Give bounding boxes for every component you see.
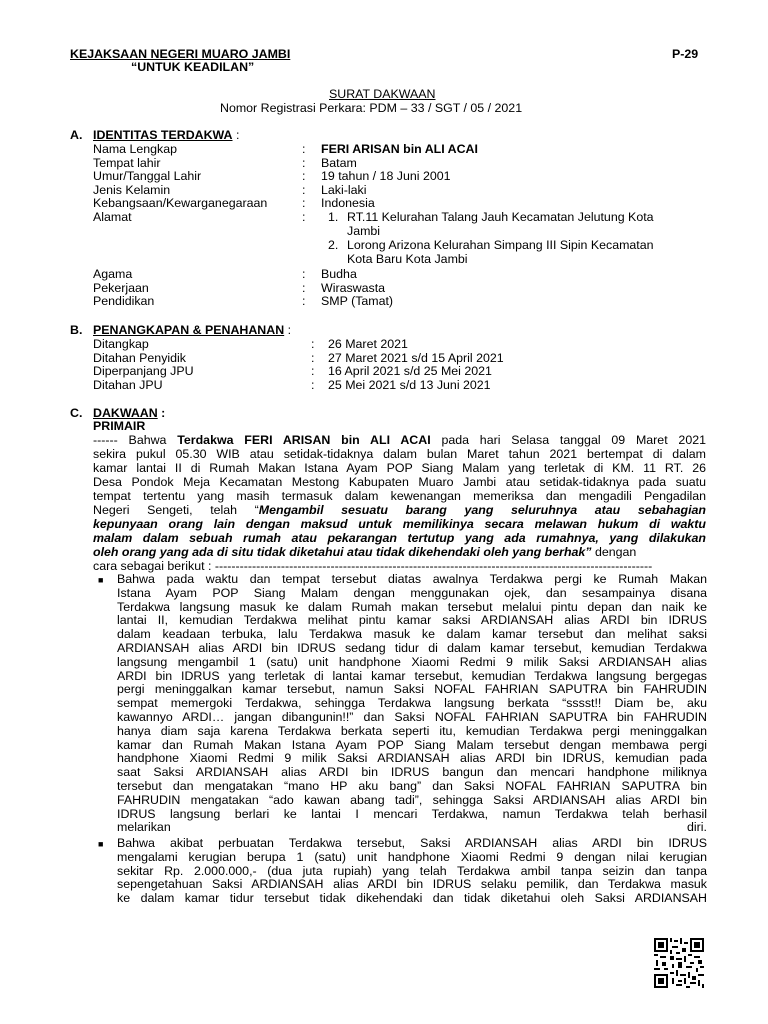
office-motto: “UNTUK KEADILAN” [131, 60, 255, 74]
intro-line-5: tempat tertentu yang masih termasuk dalam kewenangan memeriksa dan mengadili Pengadilan [93, 489, 706, 503]
field-label: Pendidikan [93, 294, 155, 309]
field-value: FERI ARISAN bin ALI ACAI [321, 142, 478, 156]
field-label: Alamat [93, 210, 132, 224]
field-colon: : [311, 364, 315, 379]
address-number: 1. [328, 210, 339, 224]
fact-line: ke dalam kamar tidur tersebut tidak dikehendaki dan tidak diketahui oleh Saksi ARDIANSAH [117, 891, 707, 906]
fact-line: FAHRUDIN mengatakan “ado kawan abang tadi”, sehingga Saksi ARDIANSAH alias ARDI bin [117, 792, 707, 807]
fact-line: handphone Xiaomi Redmi 9 milik Saksi ARDIANSAH alias ARDI bin IDRUS, kemudian pada [117, 751, 707, 766]
section-b-letter: B. [70, 323, 83, 337]
field-value: Batam [321, 155, 357, 170]
field-colon: : [302, 155, 306, 170]
field-colon: : [302, 182, 306, 197]
field-label: Umur/Tanggal Lahir [93, 169, 202, 184]
address-number: 2. [328, 238, 339, 252]
fact-line: sempat memergoki Terdakwa, sehingga Terdakwa langsung berkata “sssst!! Diam be, aku [117, 696, 707, 711]
field-value: 27 Maret 2021 s/d 15 April 2021 [328, 350, 504, 365]
field-value: Budha [321, 267, 357, 281]
field-label: Pekerjaan [93, 280, 149, 295]
address-line: Lorong Arizona Kelurahan Simpang III Sipin Kecamatan [347, 238, 654, 252]
field-colon: : [302, 210, 306, 224]
intro-line-1 [93, 434, 706, 448]
field-label: Agama [93, 267, 133, 281]
field-colon: : [302, 267, 306, 281]
fact-line: Bahwa pada waktu dan tempat tersebut diatas awalnya Terdakwa pergi ke Rumah Makan [117, 572, 707, 586]
intro-date: pada hari Selasa tanggal 09 Maret 2021 [441, 433, 706, 447]
intro-line-4: Desa Pondok Meja Kecamatan Mestong Kabupaten Muaro Jambi atau setidak-tidaknya pada suatu [93, 475, 706, 489]
intro-line-10: cara sebagai berikut : ---------------------------------------------------------------------------------------------------------- [93, 560, 653, 573]
fact-line: sepengetahuan Saksi ARDIANSAH alias ARDI bin IDRUS selaku pemilik, dan Terdakwa masuk [117, 877, 707, 892]
section-a-letter: A. [70, 128, 83, 142]
intro-line-8: malam dalam sebuah rumah atau pekarangan tertutup yang ada rumahnya, yang dilakukan [93, 531, 706, 545]
address-line: Kota Baru Kota Jambi [347, 251, 468, 266]
primair-heading: PRIMAIR [93, 419, 146, 433]
field-value: 26 Maret 2021 [328, 337, 408, 351]
field-colon: : [302, 280, 306, 295]
fact-line: tersebut dan mengatakan “mano HP aku bang” dan Saksi NOFAL FAHRIAN SAPUTRA bin [117, 779, 707, 793]
fact-line: Terdakwa langsung masuk ke dalam Rumah makan tersebut melalui pintu depan dan naik ke [117, 599, 707, 614]
fact-line: dalam keadaan terbuka, lalu Terdakwa masuk ke dalam kamar tersebut dan melihat saksi [117, 627, 707, 642]
field-label: Kebangsaan/Kewarganegaraan [93, 196, 268, 211]
field-value: Laki-laki [321, 182, 367, 197]
identity-row [93, 170, 713, 184]
qr-code-icon [654, 938, 704, 988]
field-label: Nama Lengkap [93, 142, 178, 156]
fact-line: mengalami kerugian berupa 1 (satu) unit handphone Xiaomi Redmi 9 dengan nilai kerugian [117, 849, 707, 864]
identity-row [93, 282, 713, 296]
field-colon: : [302, 196, 306, 211]
fact-line: pergi meninggalkan kamar tersebut, namun Saksi NOFAL FAHRIAN SAPUTRA bin FAHRUDIN [117, 682, 707, 697]
registry-number: Nomor Registrasi Perkara: PDM – 33 / SGT / 05 / 2021 [220, 101, 523, 115]
fact-line: kawannyo ARDI… jangan dibangunin!!” dan Saksi NOFAL FAHRIAN SAPUTRA bin FAHRUDIN [117, 710, 707, 724]
intro-line-3: kamar lantai II di Rumah Makan Istana Ayam POP Siang Malam yang terletak di KM. 11 RT. 26 [93, 461, 706, 475]
identity-row [93, 295, 713, 309]
field-label: Ditangkap [93, 337, 149, 351]
intro-line-9 [93, 546, 706, 560]
field-value: Indonesia [321, 196, 375, 211]
field-colon: : [302, 294, 306, 309]
fact-line: Istana Ayam POP Siang Malam dengan menggunakan ojek, dan sesampainya disana [117, 585, 707, 600]
intro-line-7: kepunyaan orang lain dengan maksud untuk memilikinya secara melawan hukum di waktu [93, 517, 706, 531]
identity-row [93, 143, 713, 157]
section-a-heading: IDENTITAS TERDAKWA [93, 128, 233, 142]
address-line: RT.11 Kelurahan Talang Jauh Kecamatan Jelutung Kota [347, 210, 654, 224]
intro-dengan: dengan [591, 545, 637, 559]
field-colon: : [302, 142, 306, 156]
fact-line: lantai II, kemudian Terdakwa melihat pintu kamar saksi ARDIANSAH alias ARDI bin IDRUS [117, 613, 707, 628]
fact-line: saat Saksi ARDIANSAH alias ARDI bin IDRUS bangun dan mencari handphone miliknya [117, 765, 707, 780]
field-label: Diperpanjang JPU [93, 364, 194, 379]
section-c-heading-colon: : [157, 406, 166, 420]
intro-line-6 [93, 504, 706, 518]
intro-charge-lead: Negeri Sengeti, telah “ [93, 503, 259, 517]
bullet-icon: ■ [98, 839, 104, 849]
field-value: 25 Mei 2021 s/d 13 Juni 2021 [328, 378, 491, 393]
intro-line-2: sekira pukul 05.30 WIB atau setidak-tidaknya dalam bulan Maret tahun 2021 bertempat di dalam [93, 447, 706, 461]
charge-text-1: Mengambil sesuatu barang yang seluruhnya atau sebahagian [258, 503, 706, 517]
section-c-letter: C. [70, 406, 83, 420]
address-line: Jambi [347, 223, 381, 238]
field-value: SMP (Tamat) [321, 294, 394, 309]
section-b-heading: PENANGKAPAN & PENAHANAN [93, 323, 285, 337]
section-a-heading-colon: : [232, 128, 240, 142]
field-colon: : [302, 169, 306, 184]
fact-line: sekitar Rp. 2.000.000,- (dua juta rupiah) yang telah Terdakwa ambil tanpa seizin dan tanpa [117, 863, 707, 878]
fact-line: IDRUS langsung berlari ke lantai I mencari Terdakwa, namun Terdakwa telah berhasil [117, 806, 707, 821]
detention-row [93, 379, 713, 393]
detention-row [93, 338, 713, 352]
identity-row [93, 268, 713, 282]
fact-line: ARDI bin IDRUS yang terletak di lantai kamar tersebut, kemudian Terdakwa langsung bergegas [117, 668, 707, 683]
field-colon: : [311, 350, 315, 365]
intro-lead: ------ Bahwa [93, 433, 167, 447]
field-value: 16 April 2021 s/d 25 Mei 2021 [328, 364, 492, 379]
defendant-name: Terdakwa FERI ARISAN bin ALI ACAI [177, 433, 431, 447]
fact-line: langsung mengambil 1 (satu) unit handphone Xiaomi Redmi 9 milik Saksi ARDIANSAH alias [117, 654, 707, 669]
fact-line: ARDIANSAH alias ARDI bin IDRUS sedang tidur di dalam kamar tersebut, kemudian Terdakwa [117, 641, 707, 655]
section-a-heading-wrap [93, 129, 239, 143]
bullet-icon: ■ [98, 575, 104, 585]
section-b-heading-wrap [93, 324, 291, 338]
fact-line: hanya diam saja karena Terdakwa berkata seperti itu, kemudian Terdakwa pergi meninggalkan [117, 723, 707, 738]
charge-text-4: oleh orang yang ada di situ tidak diketahui atau tidak dikehendaki oleh yang berhak” [93, 545, 592, 559]
fact-line: melarikan diri. [117, 820, 707, 835]
document-title: SURAT DAKWAAN [329, 87, 436, 101]
section-b-heading-colon: : [284, 323, 292, 337]
office-name: KEJAKSAAN NEGERI MUARO JAMBI [70, 47, 291, 61]
field-value: 19 tahun / 18 Juni 2001 [321, 169, 451, 184]
field-label: Ditahan Penyidik [93, 350, 186, 365]
fact-line: Bahwa akibat perbuatan Terdakwa tersebut, Saksi ARDIANSAH alias ARDI bin IDRUS [117, 836, 707, 850]
identity-row [93, 210, 713, 266]
form-code: P-29 [672, 47, 699, 61]
field-colon: : [311, 378, 315, 393]
field-value: Wiraswasta [321, 280, 386, 295]
fact-line: kamar dan Rumah Makan Istana Ayam POP Siang Malam tersebut dengan membawa pergi [117, 737, 707, 752]
field-colon: : [311, 337, 315, 351]
section-c-heading: DAKWAAN [93, 406, 158, 420]
field-label: Ditahan JPU [93, 378, 163, 393]
field-label: Tempat lahir [93, 155, 161, 170]
field-label: Jenis Kelamin [93, 182, 171, 197]
